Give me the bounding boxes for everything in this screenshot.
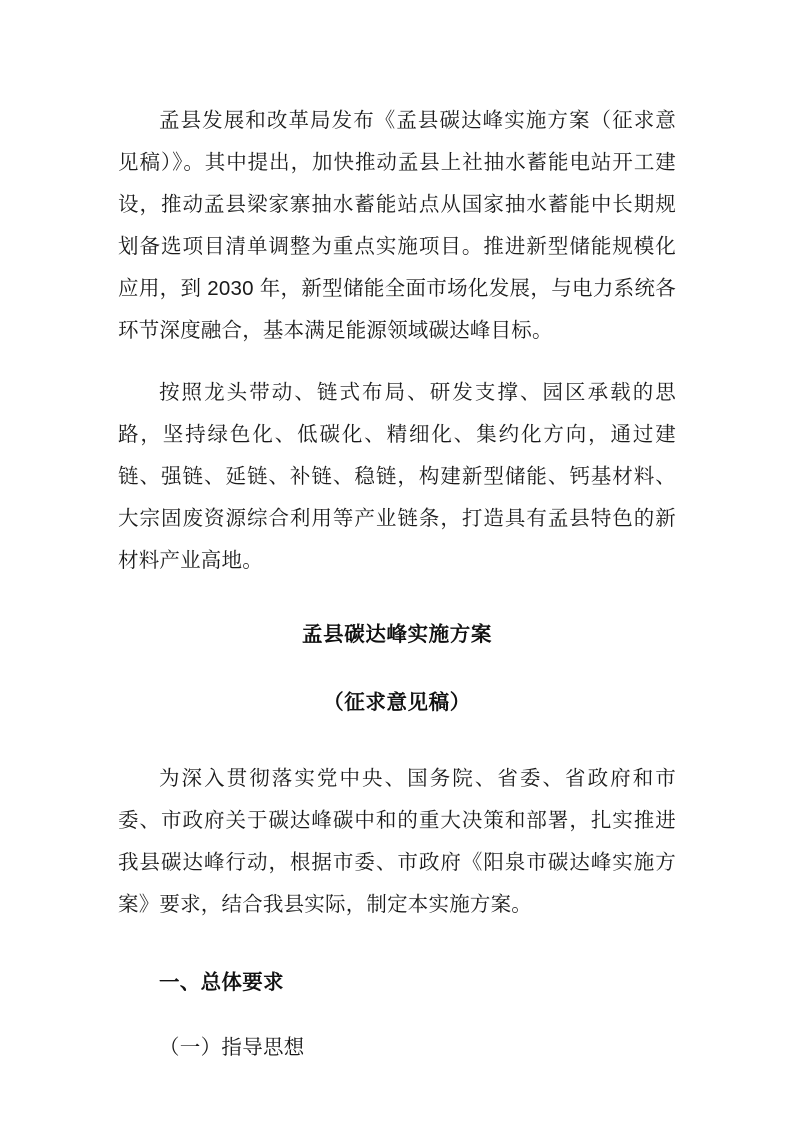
body-paragraph-2: 按照龙头带动、链式布局、研发支撑、园区承载的思路，坚持绿色化、低碳化、精细化、集约化方向，通过建链、强链、延链、补链、稳链，构建新型储能、钙基材料、大宗固废资源综合利用等产业链条，打造具有孟县特色的新材料产业高地。 <box>118 381 676 572</box>
section-sub-heading-1: （一）指导思想 <box>159 1036 305 1059</box>
body-paragraph-1: 孟县发展和改革局发布《孟县碳达峰实施方案（征求意见稿）》。其中提出，加快推动孟县上社抽水蓄能电站开工建设，推动孟县梁家寨抽水蓄能站点从国家抽水蓄能中长期规划备选项目清单调整为重点实施项目。推进新型储能规模化应用，到 2030 年，新型储能全面市场化发展，与电力系统各环节深度融合，基本满足能源领域碳达峰目标。 <box>118 109 676 342</box>
document-title: 孟县碳达峰实施方案 <box>302 623 492 646</box>
body-paragraph-3: 为深入贯彻落实党中央、国务院、省委、省政府和市委、市政府关于碳达峰碳中和的重大决策和部署，扎实推进我县碳达峰行动，根据市委、市政府《阳泉市碳达峰实施方案》要求，结合我县实际，制定本实施方案。 <box>118 767 676 916</box>
document-content <box>118 100 676 1069</box>
document-subtitle: （征求意见稿） <box>323 691 471 714</box>
section-heading-1: 一、总体要求 <box>159 971 284 994</box>
